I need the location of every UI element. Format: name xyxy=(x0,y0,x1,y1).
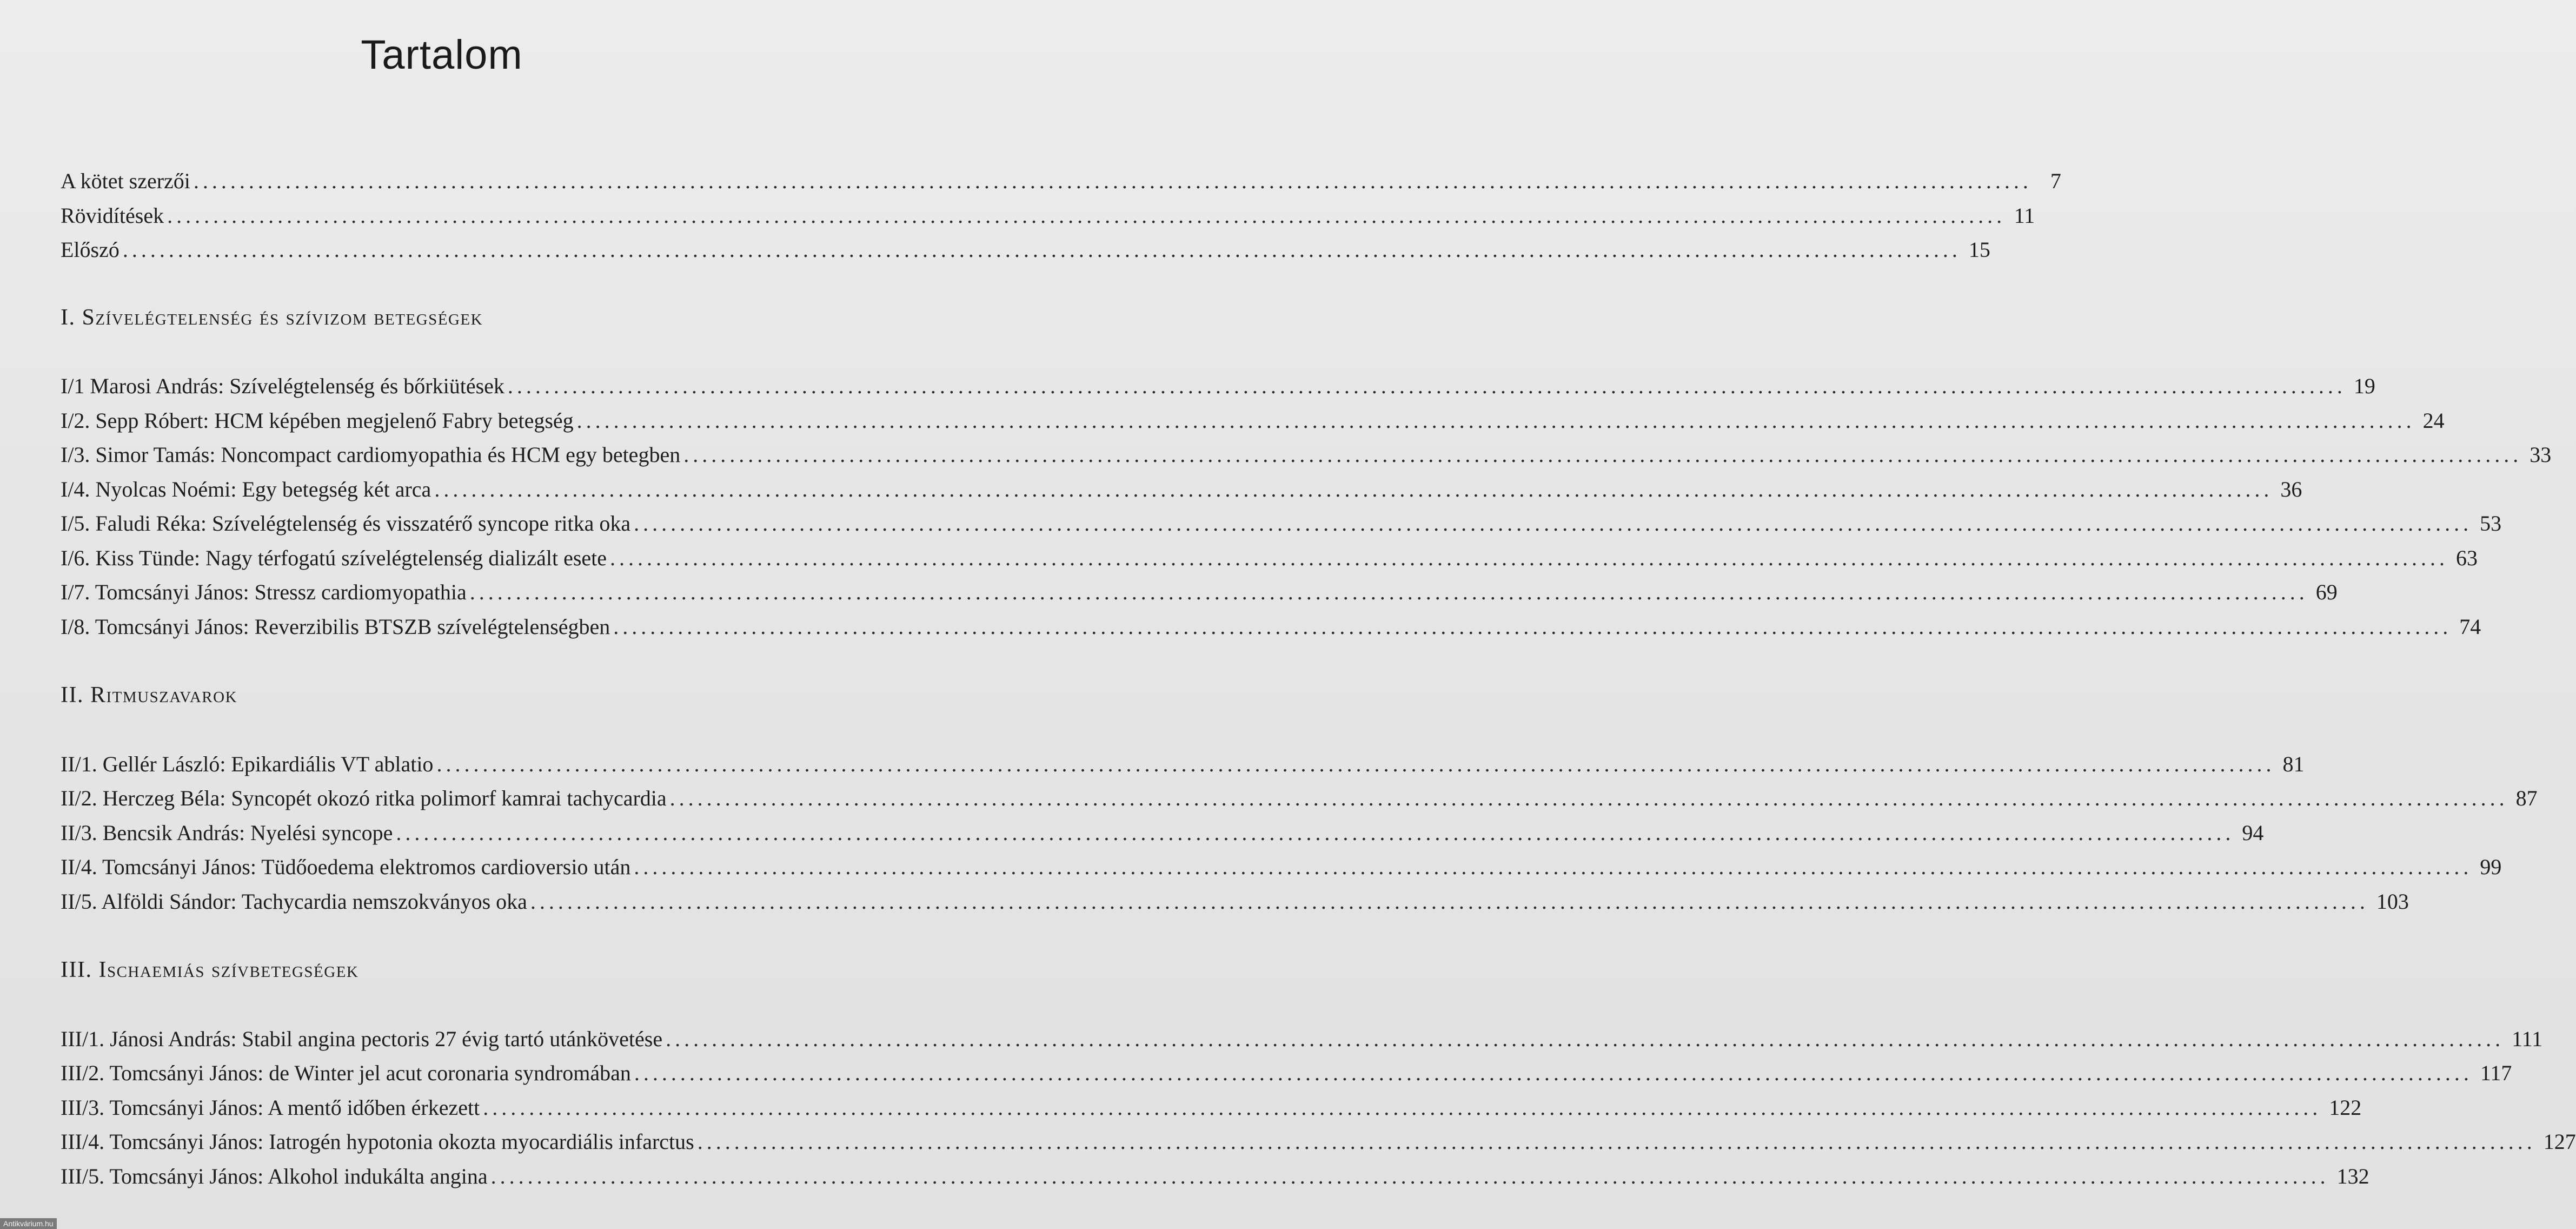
toc-entry xyxy=(61,472,2302,507)
toc-entry xyxy=(61,575,2338,610)
toc-entry xyxy=(61,233,1990,267)
toc-entry xyxy=(61,1056,2512,1091)
dot-leader: ........................................................................................................................................................................................................ xyxy=(436,751,2275,776)
toc-entry xyxy=(61,369,2375,404)
page-number: 19 xyxy=(2353,374,2375,398)
page-number: 74 xyxy=(2459,614,2481,639)
toc-entry xyxy=(61,1091,2362,1125)
toc-entry xyxy=(61,438,2552,472)
entry-label: I/6. Kiss Tünde: Nagy térfogatú szívelégtelenség dializált esete xyxy=(61,545,607,570)
dot-leader: ........................................................................................................................................................................................................ xyxy=(490,1164,2329,1188)
entry-label: A kötet szerzői xyxy=(61,169,190,193)
entry-label: I/3. Simor Tamás: Noncompact cardiomyopathia és HCM egy betegben xyxy=(61,442,681,467)
toc-entry xyxy=(61,1125,2576,1159)
page-number: 63 xyxy=(2456,545,2478,570)
entry-label: III/3. Tomcsányi János: A mentő időben érkezett xyxy=(61,1095,480,1120)
entry-label: Rövidítések xyxy=(61,203,164,228)
toc-entry xyxy=(61,610,2481,644)
dot-leader: ........................................................................................................................................................................................................ xyxy=(193,169,2032,193)
dot-leader: ........................................................................................................................................................................................................ xyxy=(122,237,1961,262)
entry-label: I/8. Tomcsányi János: Reverzibilis BTSZB szívelégtelenségben xyxy=(61,614,610,639)
page-number: 81 xyxy=(2282,751,2305,776)
page-number: 24 xyxy=(2422,408,2445,433)
entry-label: I/2. Sepp Róbert: HCM képében megjelenő Fabry betegség xyxy=(61,408,574,433)
dot-leader: ........................................................................................................................................................................................................ xyxy=(683,442,2522,467)
entry-label: I/1 Marosi András: Szívelégtelenség és bőrkiütések xyxy=(61,374,504,398)
section-heading: III. Ischaemiás szívbetegségek xyxy=(61,957,359,982)
entry-label: Előszó xyxy=(61,237,119,262)
dot-leader: ........................................................................................................................................................................................................ xyxy=(483,1095,2322,1120)
dot-leader: ........................................................................................................................................................................................................ xyxy=(576,408,2415,433)
page-number: 11 xyxy=(2014,203,2035,228)
entry-label: I/4. Nyolcas Noémi: Egy betegség két arca xyxy=(61,477,431,501)
page-number: 132 xyxy=(2336,1164,2369,1188)
dot-leader: ........................................................................................................................................................................................................ xyxy=(697,1129,2536,1154)
dot-leader: ........................................................................................................................................................................................................ xyxy=(434,477,2273,501)
page-number: 127 xyxy=(2543,1129,2576,1154)
page-number: 69 xyxy=(2315,580,2338,604)
dot-leader: ........................................................................................................................................................................................................ xyxy=(669,786,2508,810)
toc-entry xyxy=(61,1022,2543,1056)
page-number: 36 xyxy=(2280,477,2302,501)
dot-leader: ........................................................................................................................................................................................................ xyxy=(613,614,2452,639)
page-title: Tartalom xyxy=(361,32,523,78)
dot-leader: ........................................................................................................................................................................................................ xyxy=(634,1061,2473,1085)
dot-leader: ........................................................................................................................................................................................................ xyxy=(666,1026,2505,1051)
section-heading: II. Ritmuszavarok xyxy=(61,683,238,708)
section-heading: I. Szívelégtelenség és szívizom betegségek xyxy=(61,305,483,330)
entry-label: II/3. Bencsik András: Nyelési syncope xyxy=(61,820,393,845)
dot-leader: ........................................................................................................................................................................................................ xyxy=(469,580,2308,604)
toc-entry xyxy=(61,747,2305,782)
dot-leader: ........................................................................................................................................................................................................ xyxy=(167,203,2006,228)
toc-entry xyxy=(61,199,2035,233)
toc-entry xyxy=(61,164,2061,199)
entry-label: II/1. Gellér László: Epikardiális VT ablatio xyxy=(61,751,434,776)
entry-label: II/4. Tomcsányi János: Tüdőoedema elektromos cardioversio után xyxy=(61,855,631,879)
dot-leader: ........................................................................................................................................................................................................ xyxy=(507,374,2346,398)
page-number: 94 xyxy=(2242,820,2264,845)
toc-entry xyxy=(61,816,2264,850)
entry-label: I/5. Faludi Réka: Szívelégtelenség és visszatérő syncope ritka oka xyxy=(61,511,631,536)
dot-leader: ........................................................................................................................................................................................................ xyxy=(634,855,2473,879)
entry-label: III/4. Tomcsányi János: Iatrogén hypotonia okozta myocardiális infarctus xyxy=(61,1129,694,1154)
page-number: 33 xyxy=(2529,442,2552,467)
page-number: 122 xyxy=(2329,1095,2362,1120)
entry-label: III/5. Tomcsányi János: Alkohol indukálta angina xyxy=(61,1164,488,1188)
page-number: 53 xyxy=(2480,511,2502,536)
dot-leader: ........................................................................................................................................................................................................ xyxy=(610,545,2449,570)
dot-leader: ........................................................................................................................................................................................................ xyxy=(530,889,2369,914)
entry-label: II/5. Alföldi Sándor: Tachycardia nemszokványos oka xyxy=(61,889,527,914)
page-number: 117 xyxy=(2480,1061,2512,1085)
page-number: 111 xyxy=(2512,1026,2543,1051)
page-number: 15 xyxy=(1968,237,1990,262)
page-number: 99 xyxy=(2480,855,2502,879)
toc-entry xyxy=(61,850,2502,884)
toc-entry xyxy=(61,884,2409,919)
dot-leader: ........................................................................................................................................................................................................ xyxy=(396,820,2235,845)
toc-entry xyxy=(61,404,2445,438)
entry-label: III/1. Jánosi András: Stabil angina pectoris 27 évig tartó utánkövetése xyxy=(61,1026,663,1051)
toc-entry xyxy=(61,506,2502,541)
dot-leader: ........................................................................................................................................................................................................ xyxy=(634,511,2473,536)
watermark: Antikvárium.hu xyxy=(0,1218,57,1229)
toc-entry xyxy=(61,1159,2369,1194)
page-number: 87 xyxy=(2515,786,2538,810)
table-of-contents xyxy=(61,164,2576,1193)
entry-label: II/2. Herczeg Béla: Syncopét okozó ritka polimorf kamrai tachycardia xyxy=(61,786,667,810)
entry-label: I/7. Tomcsányi János: Stressz cardiomyopathia xyxy=(61,580,467,604)
entry-label: III/2. Tomcsányi János: de Winter jel acut coronaria syndromában xyxy=(61,1061,631,1085)
page-number: 103 xyxy=(2376,889,2409,914)
toc-entry xyxy=(61,541,2478,576)
page-number: 7 xyxy=(2050,169,2061,193)
toc-entry xyxy=(61,781,2538,816)
